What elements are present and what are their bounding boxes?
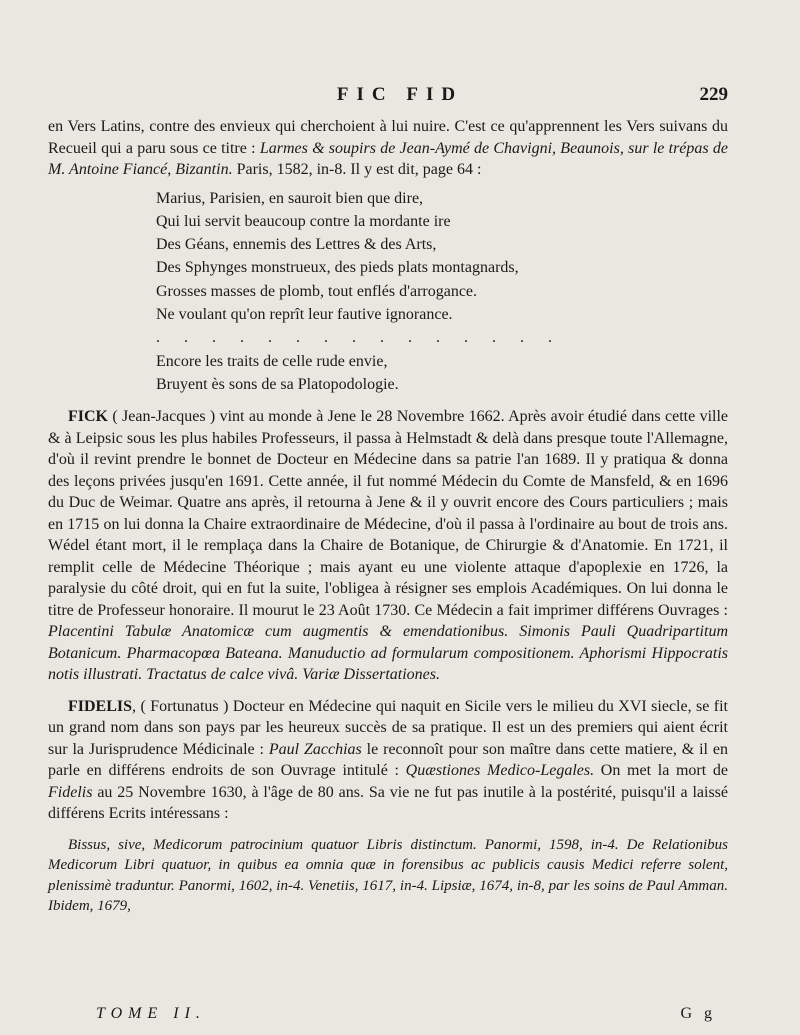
carryover-text-after: Paris, 1582, in-8. Il y est dit, page 64 : (232, 161, 482, 178)
bibliography (48, 835, 728, 917)
volume-label: TOME II. (96, 1005, 206, 1022)
verse-quotation (156, 187, 728, 397)
verse-line: Bruyent ès sons de sa Platopodologie. (156, 375, 399, 393)
entry-person: Paul Zacchias (268, 740, 362, 758)
signature-mark: G g (680, 1005, 716, 1022)
entry-text: On met la mort de (594, 762, 729, 780)
bibliography-text: Bissus, sive, Medicorum patrocinium quatuor Libris distinctum. Panormi, 1598, in-4. De Relationibus Medicorum Libri quatuor, in quibus ea omnia quæ in forensibus ac publicis causis Medici referre solent, plenissimè traduntur. Panormi, 1602, in-4. Venetiis, 1617, in-4. Lipsiæ, 1674, in-8, par les soins de Paul Amman. Ibidem, 1679, (48, 836, 728, 915)
running-head: FIC FID (336, 84, 464, 105)
entry-lemma: FICK (68, 408, 108, 426)
entry-text: ( Jean-Jacques ) vint au monde à Jene le 28 Novembre 1662. Après avoir étudié dans cette ville & à Leipsic sous les plus habiles Professeurs, il passa à Helmstadt & delà dans presque toute l'Allemagne, d'où il revint prendre le bonnet de Docteur en Médecine dans sa patrie l'an 1689. Il y pratiqua & donna des leçons privées jusqu'en 1691. Cette année, il fut nommé Médecin du Comte de Mansfeld, & en 1696 du Duc de Weimar. Quatre ans après, il retourna à Jene & il y ouvrit encore des Cours particuliers ; mais en 1715 on lui donna la Chaire extraordinaire de Médecine, d'où il passa à l'ordinaire au bout de trois ans. Wédel étant mort, il le remplaça dans la Chaire de Botanique, de Chirurgie & d'Anatomie. En 1721, il remplit celle de Médecine Théorique ; mais ayant eu une violente attaque d'apoplexie en 1726, la paralysie du côté droit, qui en fut la suite, l'obligea à résigner ses emplois Académiques. On lui donna le titre de Professeur honoraire. Il mourut le 23 Août 1730. Ce Médecin a fait imprimer différens Ouvrages : (48, 408, 728, 619)
entry-text: le reconnoît pour son maître dans cette matiere, & il en parle en différens endroits de son Ouvrage intitulé : (48, 740, 728, 780)
verse-line: Des Sphynges monstrueux, des pieds plats montagnards, (156, 259, 519, 277)
entry-text: au 25 Novembre 1630, à l'âge de 80 ans. Sa vie ne fut pas inutile à la postérité, puisqu'il a laissé différens Ecrits intéressans : (48, 783, 728, 823)
carryover-title: Larmes & soupirs de Jean-Aymé de Chavigni, Beaunois, sur le trépas de M. Antoine Fiancé, Bizantin. (48, 139, 728, 178)
carryover-paragraph (48, 116, 728, 181)
verse-line: Qui lui servit beaucoup contre la mordante ire (156, 212, 451, 230)
entry-work-title: Quæstiones Medico-Legales. (405, 762, 595, 780)
carryover-text: en Vers Latins, contre des envieux qui cherchoient à lui nuire. C'est ce qu'apprennent les Vers suivans du Recueil qui a paru sous ce titre : (48, 118, 728, 157)
page-header (0, 84, 800, 108)
entry-person: Fidelis (48, 783, 93, 801)
verse-line: Ne voulant qu'on reprît leur fautive ignorance. (156, 305, 453, 323)
entry-fidelis (48, 696, 728, 825)
page-number: 229 (699, 84, 728, 105)
entry-text: , ( Fortunatus ) Docteur en Médecine qui naquit en Sicile vers le milieu du XVI siecle, se fit un grand nom dans son pays par les heureux succès de sa pratique. Il est un des premiers qui aient écrit sur la Jurisprudence Médicinale : (48, 697, 728, 758)
entry-lemma: FIDELIS (68, 697, 133, 715)
verse-line: Grosses masses de plomb, tout enflés d'arrogance. (156, 282, 478, 300)
page-footer (96, 1005, 716, 1027)
verse-line: Marius, Parisien, en sauroit bien que dire, (156, 189, 424, 207)
entry-works: Placentini Tabulæ Anatomicæ cum augmentis & emendationibus. Simonis Pauli Quadripartitum Botanicum. Pharmacopœa Bateana. Manuductio ad formularum compositionem. Aphorismi Hippocratis notis illustrati. Tractatus de calce vivâ. Variæ Dissertationes. (48, 623, 728, 684)
page-body (48, 116, 728, 917)
verse-line: Encore les traits de celle rude envie, (156, 352, 388, 370)
verse-ellipsis: . . . . . . . . . . . . . . . (156, 329, 562, 347)
entry-fick (48, 406, 728, 686)
verse-line: Des Géans, ennemis des Lettres & des Arts, (156, 236, 437, 254)
